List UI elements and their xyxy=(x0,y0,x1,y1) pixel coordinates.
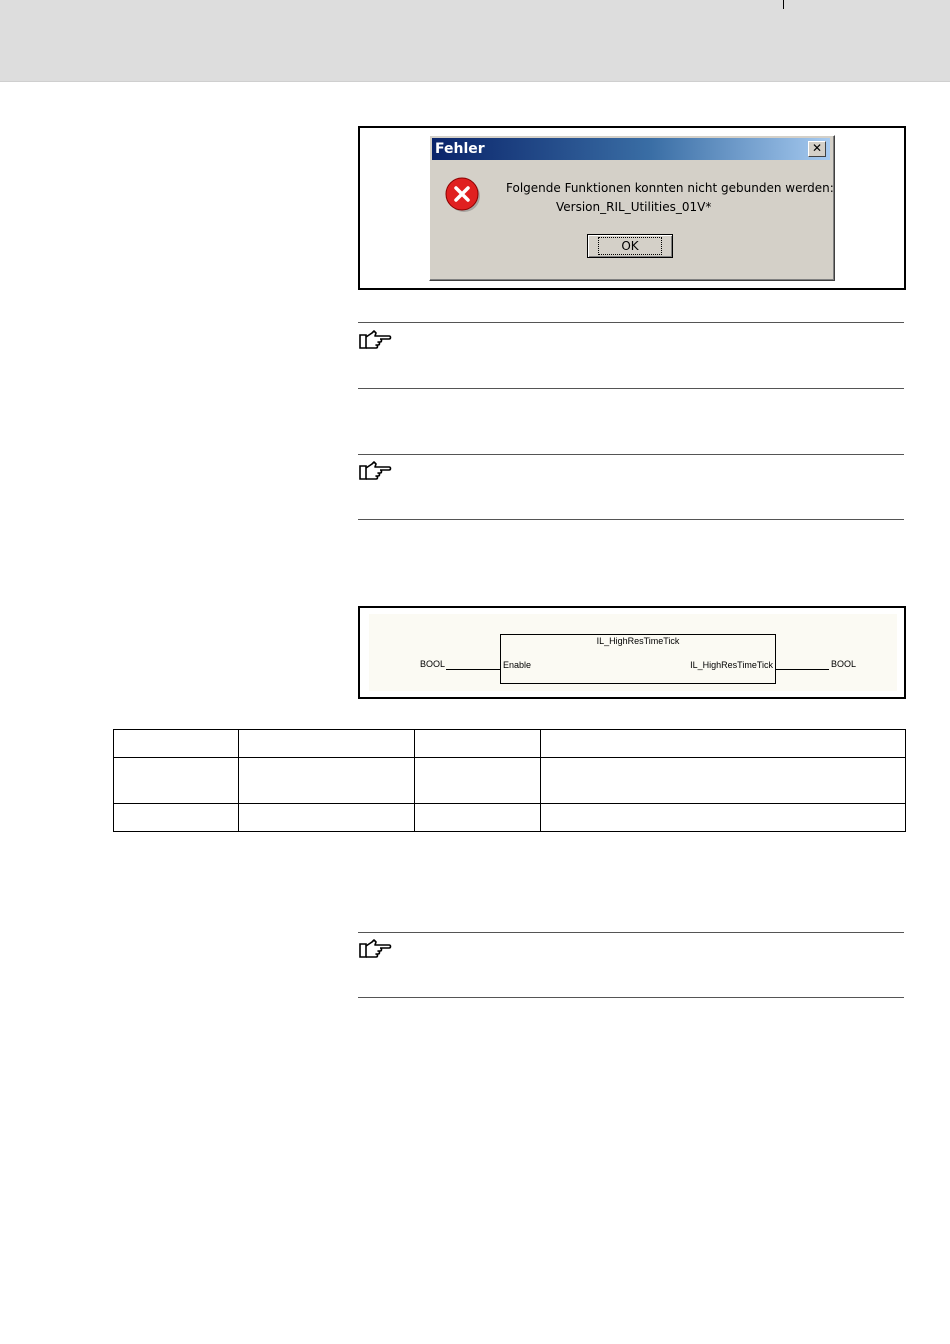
note-1-top-rule xyxy=(358,322,904,323)
note-2-bottom-rule xyxy=(358,519,904,520)
output-connector xyxy=(775,669,829,670)
table-header-row xyxy=(114,730,906,758)
table-cell xyxy=(239,804,415,832)
error-icon xyxy=(445,177,481,213)
output-pin-name: IL_HighResTimeTick xyxy=(690,660,773,670)
table-row xyxy=(114,804,906,832)
pointing-hand-icon xyxy=(358,938,392,960)
pointing-hand-icon xyxy=(358,460,392,482)
table-cell xyxy=(415,804,541,832)
input-pin-name: Enable xyxy=(503,660,532,670)
note-3-bottom-rule xyxy=(358,997,904,998)
table-cell xyxy=(541,758,906,804)
ok-button-label: OK xyxy=(598,237,661,255)
ok-button[interactable] xyxy=(587,234,673,258)
table-cell xyxy=(239,758,415,804)
input-type: BOOL xyxy=(420,659,446,669)
error-dialog xyxy=(429,135,835,281)
function-block xyxy=(500,634,776,684)
table-header-cell xyxy=(541,730,906,758)
page-header-band xyxy=(0,0,950,81)
note-3-top-rule xyxy=(358,932,904,933)
error-function-name: Version_RIL_Utilities_01V* xyxy=(556,200,712,214)
pointing-hand-icon xyxy=(358,329,392,351)
note-2-top-rule xyxy=(358,454,904,455)
function-block-name: IL_HighResTimeTick xyxy=(596,636,680,646)
function-block-diagram xyxy=(358,606,906,699)
note-1-bottom-rule xyxy=(358,388,904,389)
dialog-title: Fehler xyxy=(435,141,485,157)
close-button[interactable] xyxy=(808,141,826,157)
dialog-titlebar[interactable] xyxy=(432,138,830,160)
table-cell xyxy=(415,758,541,804)
table-cell xyxy=(114,804,239,832)
error-message: Folgende Funktionen konnten nicht gebunden werden: xyxy=(506,181,834,195)
io-table xyxy=(113,729,906,832)
table-row xyxy=(114,758,906,804)
error-dialog-screenshot xyxy=(358,126,906,290)
table-header-cell xyxy=(415,730,541,758)
crop-mark xyxy=(783,0,784,9)
header-divider xyxy=(0,81,950,84)
close-icon: ✕ xyxy=(811,141,823,155)
table-header-cell xyxy=(114,730,239,758)
table-cell xyxy=(114,758,239,804)
output-type: BOOL xyxy=(831,659,857,669)
diagram-background xyxy=(369,614,897,691)
table-header-cell xyxy=(239,730,415,758)
input-connector xyxy=(446,669,500,670)
table-cell xyxy=(541,804,906,832)
